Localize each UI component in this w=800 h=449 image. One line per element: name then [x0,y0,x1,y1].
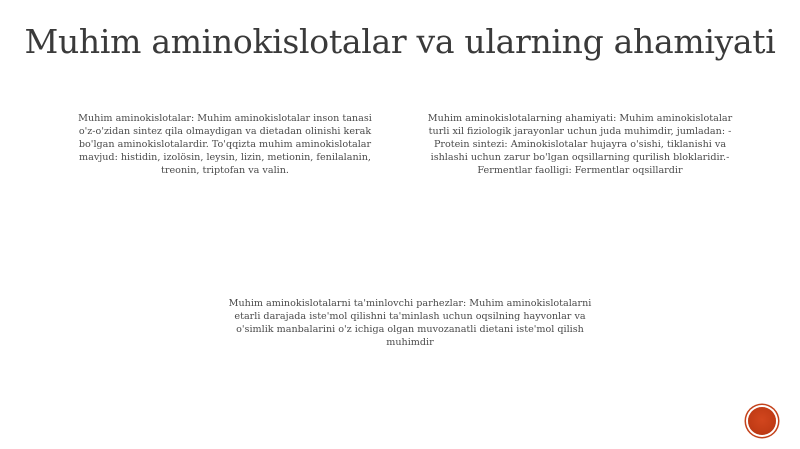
importance-text: Muhim aminokislotalarning ahamiyati: Muhim aminokislotalar turli xil fiziologik jarayonlar uchun juda muhimdir, jumladan: - Protein sintezi: Aminokislotalar hujayra o'sishi, tiklanishi va ishlashi uchun zarur bo'lgan oqsillarning qurilish bloklaridir.- Fermentlar faolligi: Fermentlar oqsillardir [427,113,733,176]
diets-text: Muhim aminokislotalarni ta'minlovchi parhezlar: Muhim aminokislotalarni etarli darajada iste'mol qilishni ta'minlash uchun oqsilning hayvonlar va o'simlik manbalarini o'z ichiga olgan muvozanatli dietani iste'mol qilish muhimdir [228,298,592,348]
slide-title: Muhim aminokislotalar va ularning ahamiyati [24,22,776,61]
next-slide-button[interactable] [748,407,776,435]
essential-amino-acids-text: Muhim aminokislotalar: Muhim aminokislotalar inson tanasi o'z-o'zidan sintez qila olmaydigan va dietadan olinishi kerak bo'lgan aminokislotalardir. To'qqizta muhim aminokislotalar mavjud: histidin, izolösin, leysin, lizin, metionin, fenilalanin, treonin, triptofan va valin. [78,113,372,176]
